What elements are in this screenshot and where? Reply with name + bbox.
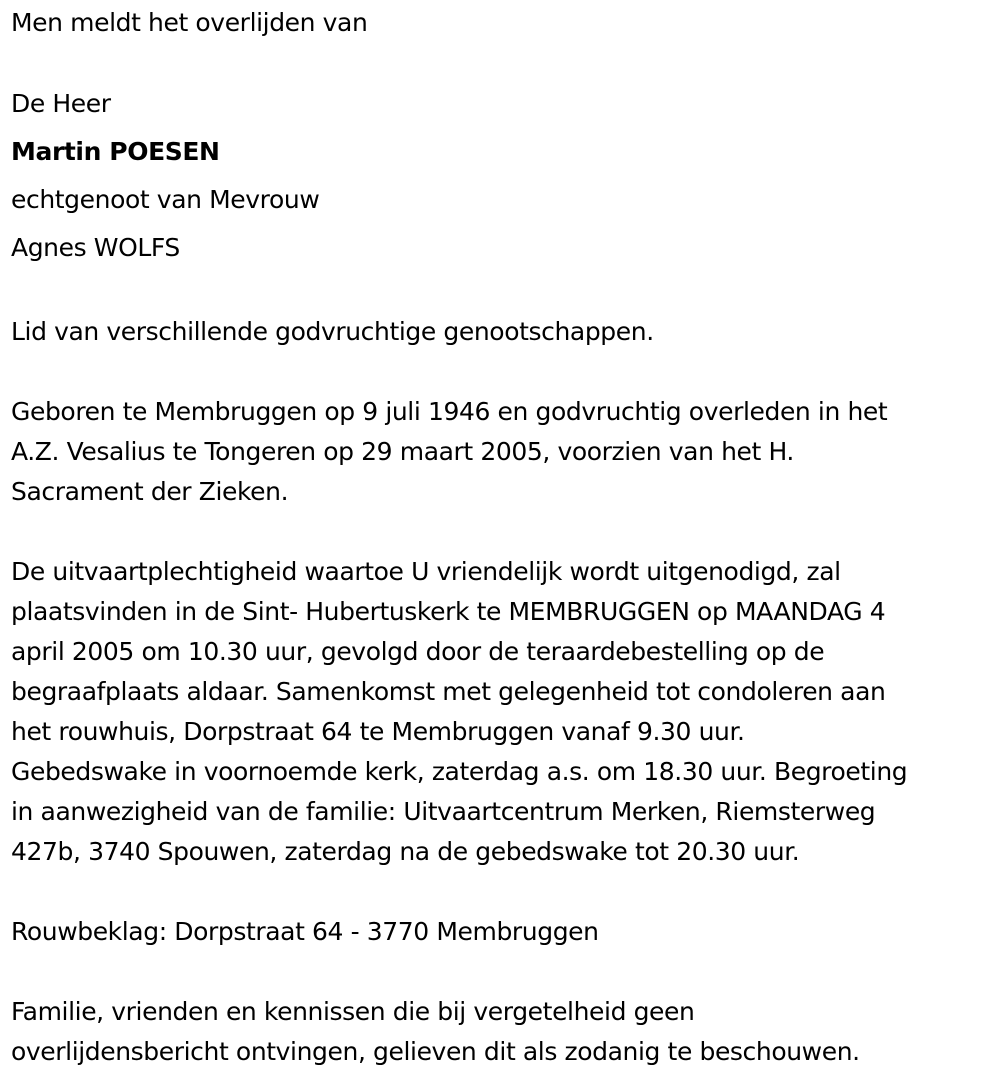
paragraph-line: Geboren te Membruggen op 9 juli 1946 en godvruchtig overleden in het (11, 397, 888, 426)
paragraph-line: plaatsvinden in de Sint- Hubertuskerk te MEMBRUGGEN op MAANDAG 4 (11, 597, 886, 626)
intro-line: Men meldt het overlijden van (11, 8, 368, 37)
paragraph-line: De uitvaartplechtigheid waartoe U vriendelijk wordt uitgenodigd, zal (11, 557, 841, 586)
spacer (11, 872, 991, 912)
deceased-block (11, 80, 991, 272)
paragraph-line: begraafplaats aldaar. Samenkomst met gelegenheid tot condoleren aan (11, 677, 886, 706)
paragraph-line: april 2005 om 10.30 uur, gevolgd door de teraardebestelling op de (11, 637, 825, 666)
paragraph-line: het rouwhuis, Dorpstraat 64 te Membruggen vanaf 9.30 uur. (11, 717, 745, 746)
ceremony-paragraph (11, 552, 991, 872)
deceased-name: Martin POESEN (11, 137, 220, 166)
spacer (11, 512, 991, 552)
honorific: De Heer (11, 89, 111, 118)
spouse-prefix: echtgenoot van Mevrouw (11, 185, 320, 214)
paragraph-line: 427b, 3740 Spouwen, zaterdag na de gebedswake tot 20.30 uur. (11, 837, 800, 866)
obituary-notice (11, 0, 991, 1072)
closing-paragraph (11, 992, 991, 1072)
spacer (11, 272, 991, 312)
paragraph-line: overlijdensbericht ontvingen, gelieven dit als zodanig te beschouwen. (11, 1037, 860, 1066)
spacer (11, 952, 991, 992)
membership-line: Lid van verschillende godvruchtige genootschappen. (11, 317, 654, 346)
spouse-name: Agnes WOLFS (11, 233, 180, 262)
paragraph-line: Sacrament der Zieken. (11, 477, 289, 506)
paragraph-line: Familie, vrienden en kennissen die bij vergetelheid geen (11, 997, 695, 1026)
condolence-address: Rouwbeklag: Dorpstraat 64 - 3770 Membruggen (11, 917, 599, 946)
paragraph-line: A.Z. Vesalius te Tongeren op 29 maart 2005, voorzien van het H. (11, 437, 794, 466)
spacer (11, 40, 991, 80)
birth-death-paragraph (11, 392, 991, 512)
paragraph-line: in aanwezigheid van de familie: Uitvaartcentrum Merken, Riemsterweg (11, 797, 876, 826)
spacer (11, 352, 991, 392)
paragraph-line: Gebedswake in voornoemde kerk, zaterdag a.s. om 18.30 uur. Begroeting (11, 757, 908, 786)
